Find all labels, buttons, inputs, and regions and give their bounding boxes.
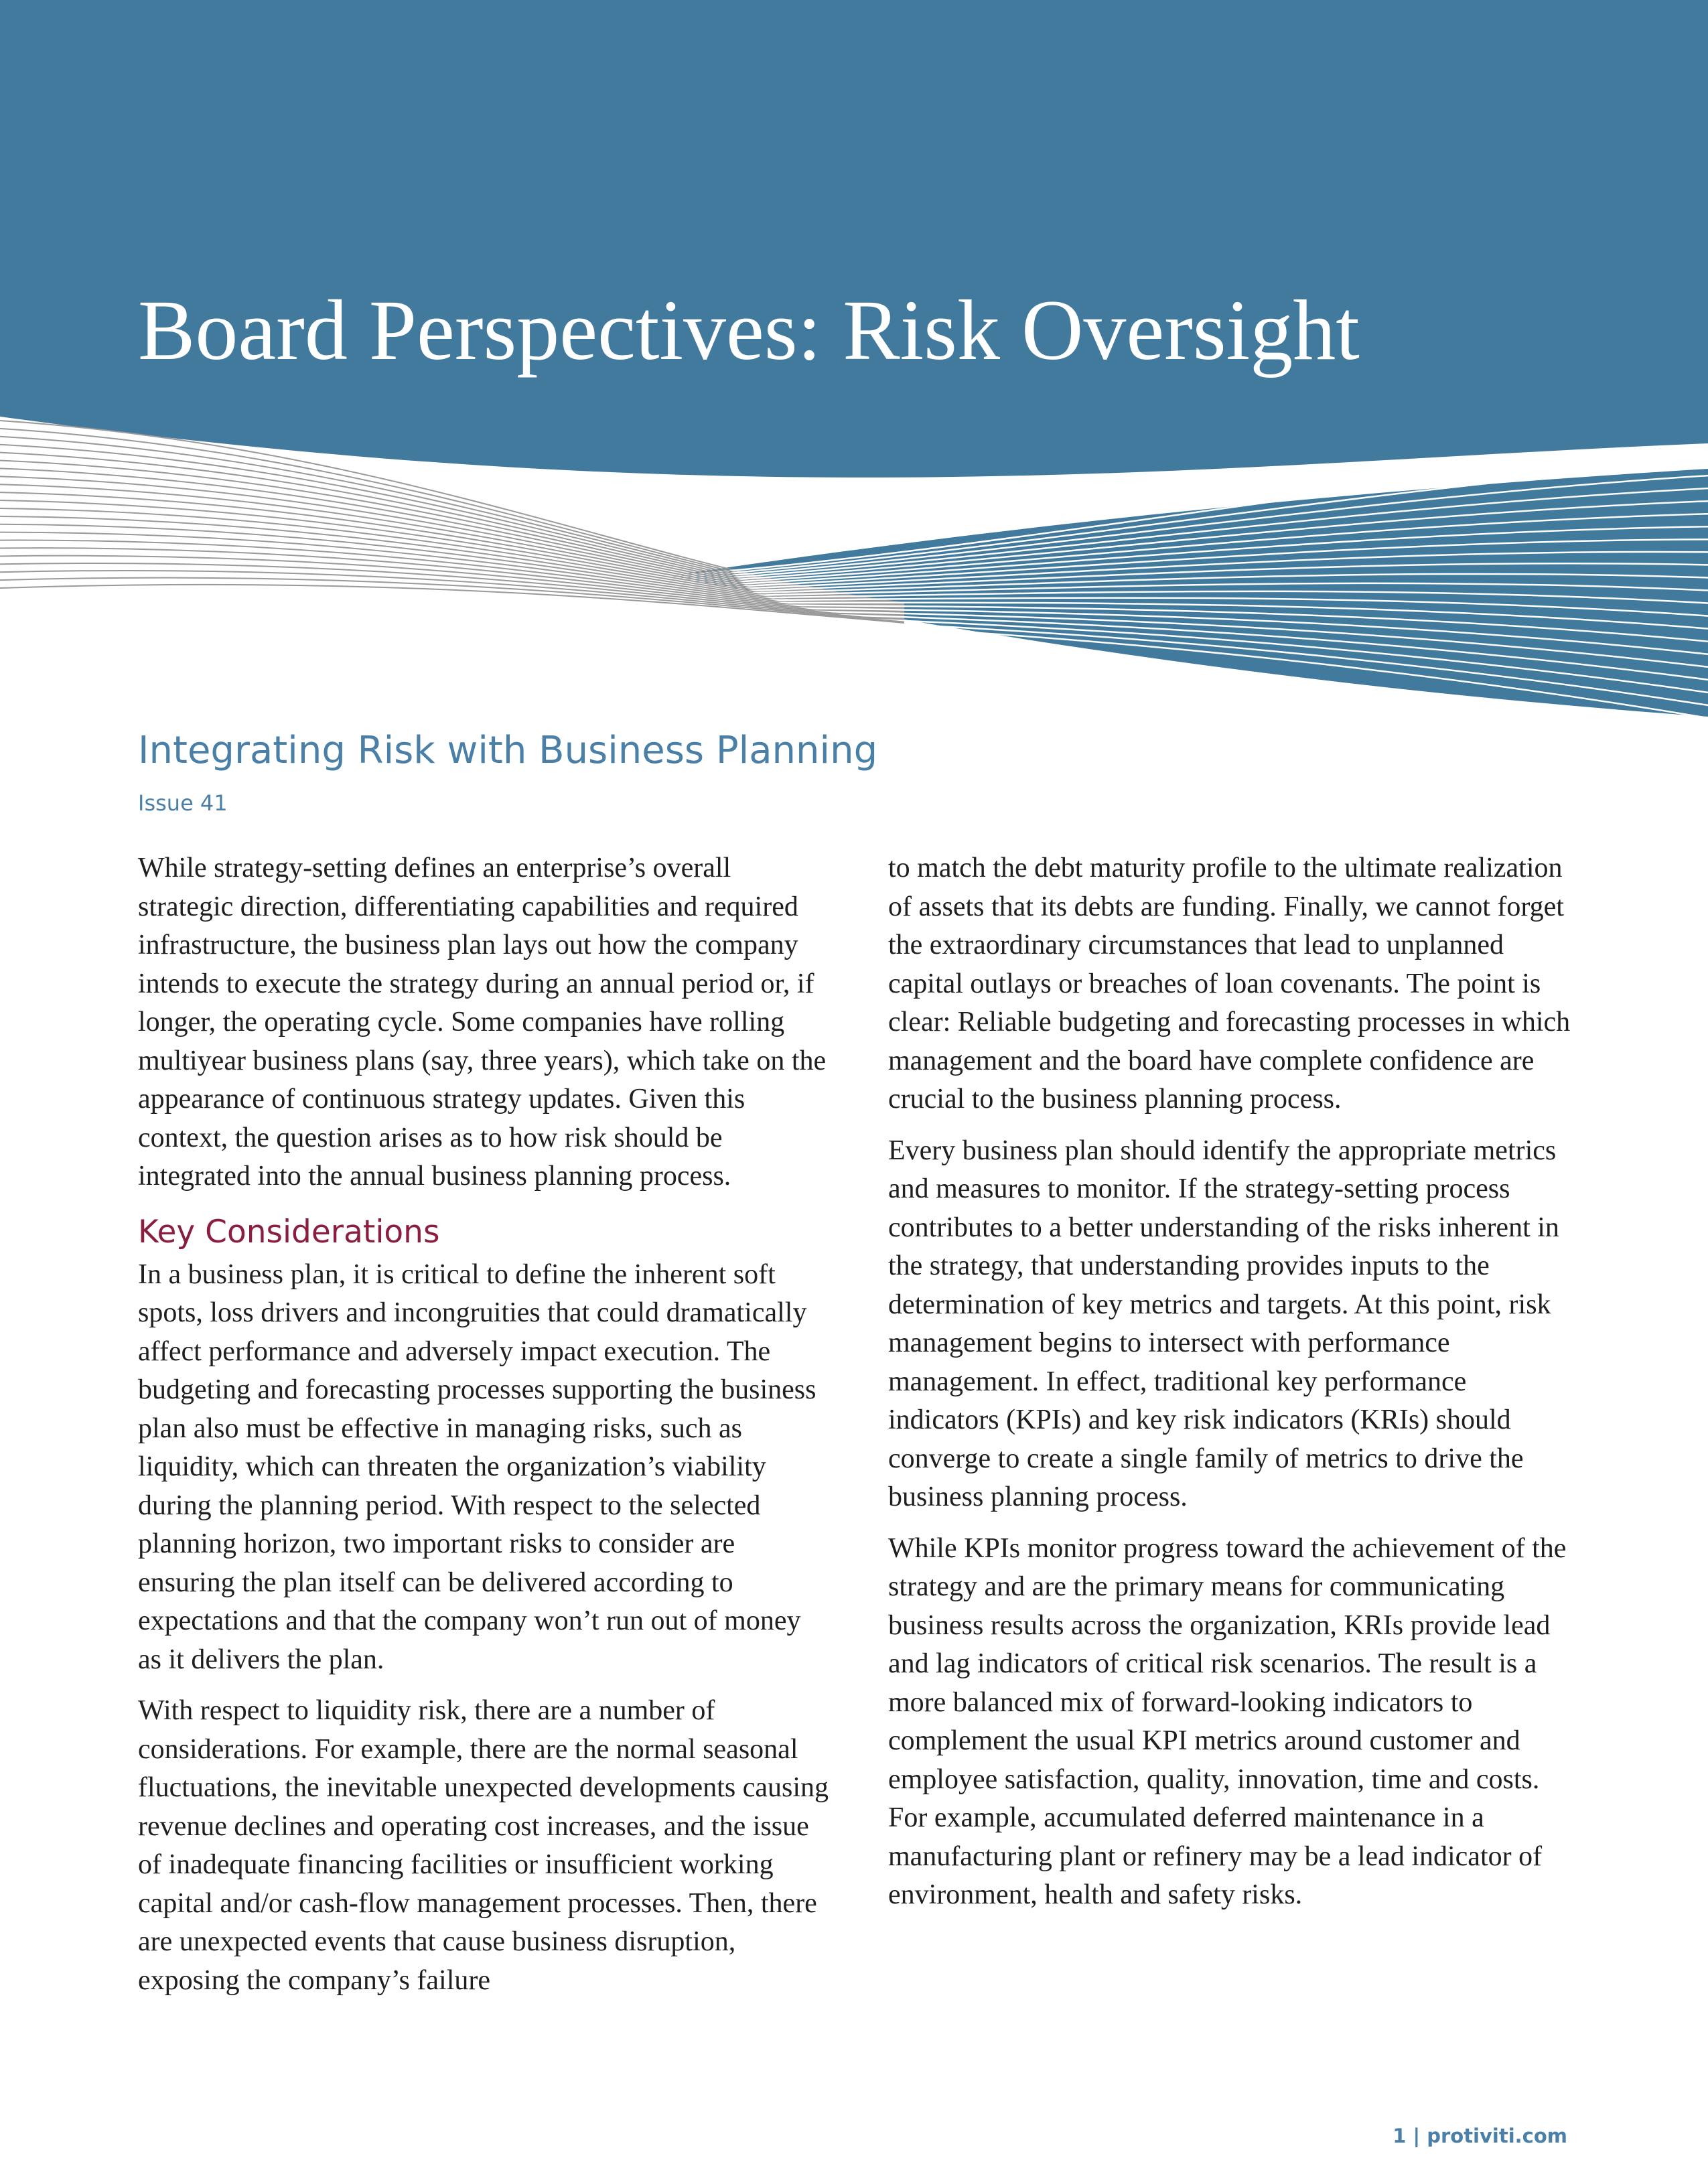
body-paragraph: In a business plan, it is critical to define the inherent soft spots, loss drivers and incongruities that could dramatically affect performance and adversely impact execution. The budgeting and forecasting processes supporting the business plan also must be effective in managing risks, such as liquidity, which can threaten the organization’s viability during the planning period. With respect to the selected planning horizon, two important risks to consider are ensuring the plan itself can be delivered according to expectations and that the company won’t run out of money as it delivers the plan. (138, 1258, 816, 1675)
section-heading-key-considerations: Key Considerations (138, 1213, 440, 1250)
banner-fill (0, 0, 1708, 478)
body-paragraph: Every business plan should identify the appropriate metrics and measures to monitor. If the strategy-setting process contributes to a better understanding of the risks inherent in the strategy, that understanding provides inputs to the determination of key metrics and targets. At this point, risk management begins to intersect with performance management. In effect, traditional key performance indicators (KPIs) and key risk indicators (KRIs) should converge to create a single family of metrics to drive the business planning process. (888, 1135, 1559, 1512)
article-heading: Integrating Risk with Business Planning (138, 729, 878, 772)
intro-paragraph: While strategy-setting defines an enterprise’s overall strategic direction, differentiating capabilities and required infrastructure, the business plan lays out how the company intends to execute the strategy during an annual period or, if longer, the operating cycle. Some companies have rolling multiyear business plans (say, three years), which take on the appearance of continuous strategy updates. Given this context, the question arises as to how risk should be integrated into the annual business planning process. (138, 853, 827, 1192)
body-paragraph: With respect to liquidity risk, there are a number of considerations. For example, there are the normal seasonal fluctuations, the inevitable unexpected developments causing revenue declines and operating cost increases, and the issue of inadequate financing facilities or insufficient working capital and/or cash-flow management processes. Then, there are unexpected events that cause business disruption, exposing the company’s failure (138, 1695, 829, 1996)
left-column (138, 849, 829, 2013)
right-column (888, 849, 1579, 1928)
body-paragraph: to match the debt maturity profile to the ultimate realization of assets that its debts are funding. Finally, we cannot forget the extraordinary circumstances that lead to unplanned capital outlays or breaches of loan covenants. The point is clear: Reliable budgeting and forecasting processes in which management and the board have complete confidence are crucial to the business planning process. (888, 853, 1571, 1114)
document-title: Board Perspectives: Risk Oversight (138, 283, 1360, 378)
page-footer: 1 | protiviti.com (1393, 2124, 1567, 2147)
body-paragraph: While KPIs monitor progress toward the achievement of the strategy and are the primary means for communicating business results across the organization, KRIs provide lead and lag indicators of critical risk scenarios. The result is a more balanced mix of forward-looking indicators to complement the usual KPI metrics around customer and employee satisfaction, quality, innovation, time and costs. For example, accumulated deferred maintenance in a manufacturing plant or refinery may be a lead indicator of environment, health and safety risks. (888, 1532, 1567, 1910)
issue-label: Issue 41 (138, 790, 228, 816)
